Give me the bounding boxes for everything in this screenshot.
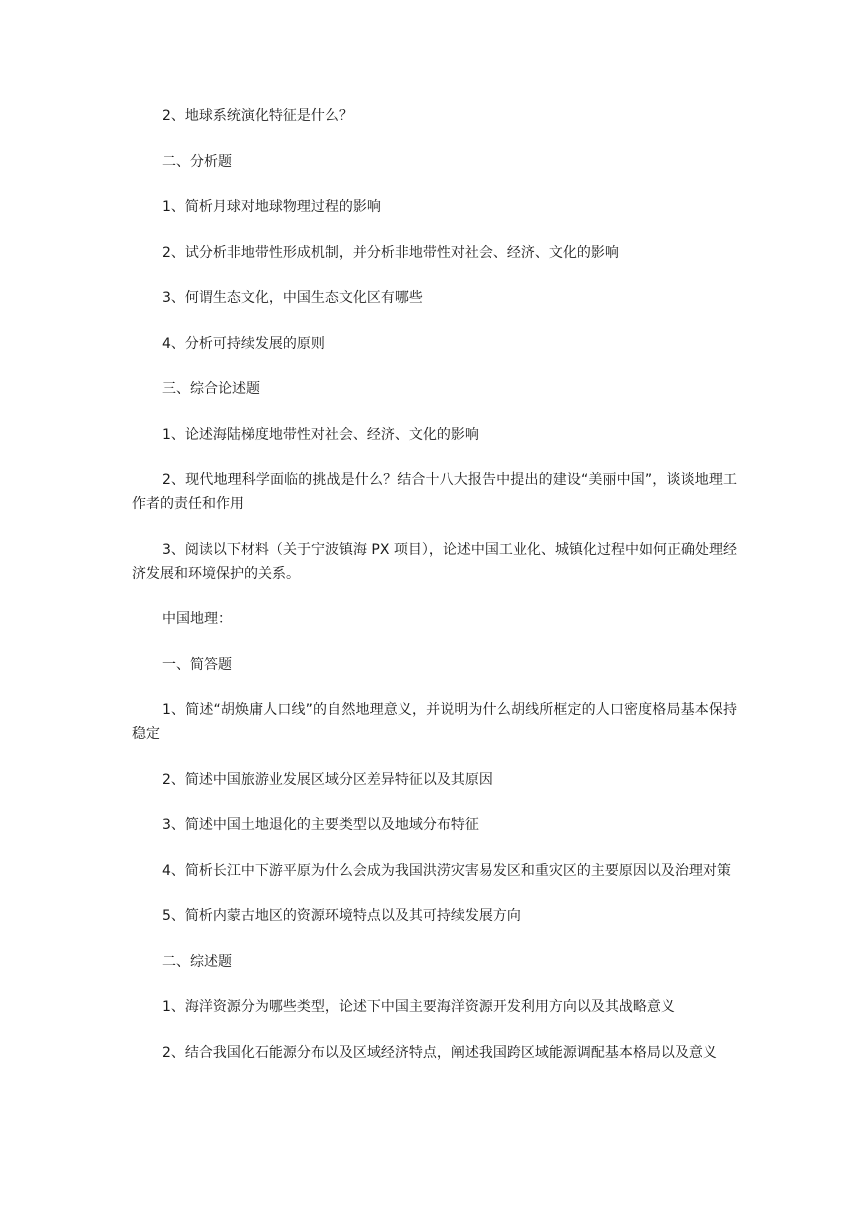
part-heading: 中国地理： [162, 611, 232, 627]
document-body [132, 104, 737, 1065]
section-heading: 二、分析题 [162, 153, 232, 170]
question-item: 4、分析可持续发展的原则 [162, 335, 325, 352]
question-item: 4、简析长江中下游平原为什么会成为我国洪涝灾害易发区和重灾区的主要原因以及治理对策 [162, 862, 731, 879]
question-item: 1、简析月球对地球物理过程的影响 [162, 199, 381, 215]
question-item: 2、试分析非地带性形成机制，并分析非地带性对社会、经济、文化的影响 [162, 244, 619, 261]
question-item: 3、简述中国土地退化的主要类型以及地域分布特征 [162, 817, 479, 833]
question-item: 3、何谓生态文化，中国生态文化区有哪些 [162, 290, 423, 306]
section-heading: 一、简答题 [162, 656, 232, 673]
question-item: 5、简析内蒙古地区的资源环境特点以及其可持续发展方向 [162, 908, 521, 924]
section-heading: 二、综述题 [162, 953, 232, 970]
question-item: 1、简述“胡焕庸人口线”的自然地理意义，并说明为什么胡线所框定的人口密度格局基本保持稳定 [132, 702, 737, 742]
question-item: 2、地球系统演化特征是什么？ [162, 108, 353, 124]
question-item: 1、论述海陆梯度地带性对社会、经济、文化的影响 [162, 426, 479, 443]
question-item: 2、结合我国化石能源分布以及区域经济特点，阐述我国跨区域能源调配基本格局以及意义 [162, 1044, 717, 1061]
question-item: 2、简述中国旅游业发展区域分区差异特征以及其原因 [162, 771, 493, 788]
question-item: 2、现代地理科学面临的挑战是什么？结合十八大报告中提出的建设“美丽中国”，谈谈地理工作者的责任和作用 [132, 472, 737, 512]
section-heading: 三、综合论述题 [162, 381, 260, 397]
question-item: 1、海洋资源分为哪些类型，论述下中国主要海洋资源开发利用方向以及其战略意义 [162, 999, 675, 1015]
question-item: 3、阅读以下材料（关于宁波镇海 PX 项目），论述中国工业化、城镇化过程中如何正确处理经济发展和环境保护的关系。 [132, 541, 737, 582]
